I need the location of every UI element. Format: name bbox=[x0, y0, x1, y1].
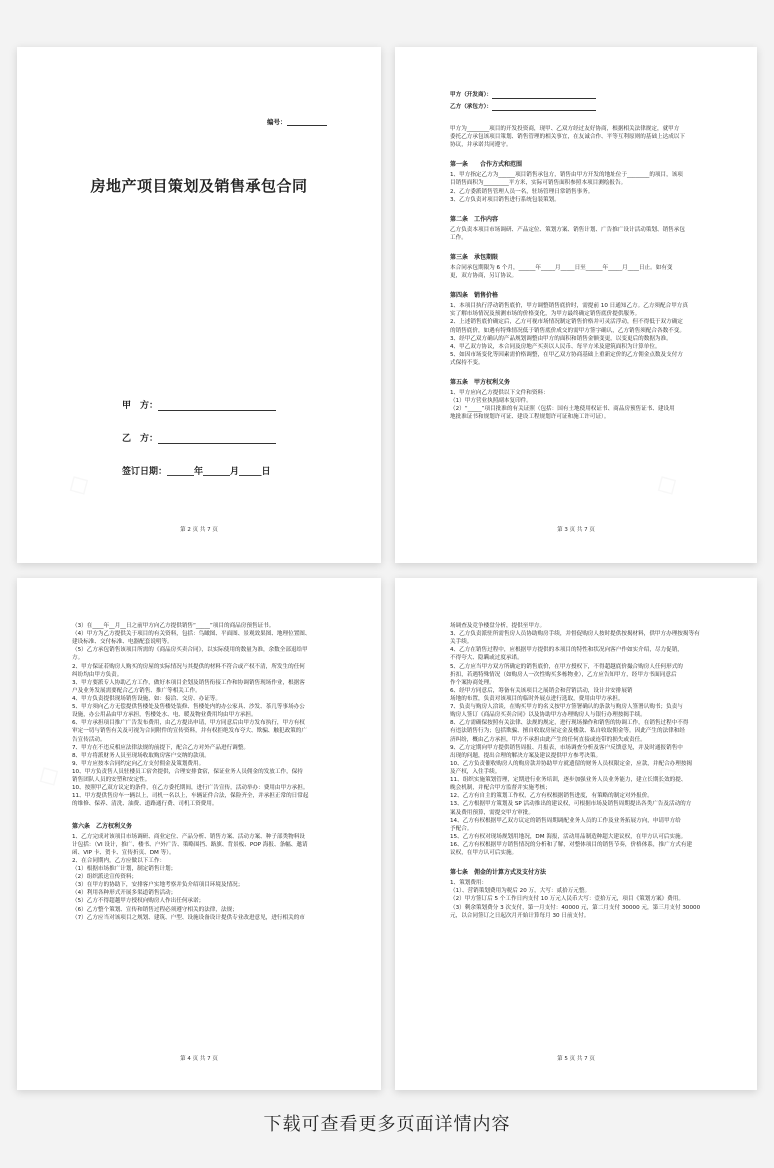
body-line: （2）组织派送宣传资料； bbox=[72, 874, 138, 881]
body-line: 10、按照甲乙双方议定的条件，在乙方委托期间，进行广告宣传，活动举办：费用由甲方承担。 bbox=[72, 785, 309, 792]
body-line: 11、组织实施策划管理，定期进行业务培训，逐步加强业务人员业务能力，建立长期长效的提、 bbox=[450, 777, 687, 784]
watermark bbox=[648, 464, 683, 503]
section-title: 第二条 工作内容 bbox=[450, 215, 499, 223]
page-footer: 第 5 页 共 7 页 bbox=[557, 1056, 595, 1062]
party-b-label: 乙 方： bbox=[122, 434, 159, 444]
body-line: （5）乙方承包销售该项目所需的《商品房买卖合同》，以实际使用的数量为准，余数全部退给甲 bbox=[72, 647, 308, 654]
body-line: 3、乙方负责派驻所需售房人员协助购房手续，并督促购房人按时提供按揭材料，供甲方办理按揭等有 bbox=[450, 631, 700, 638]
body-line: 折扣，若遇特殊情况（如购房人一次性购买多栋物业），乙方应告知甲方，经甲方书面同意后 bbox=[450, 671, 677, 678]
header-a bbox=[450, 91, 596, 99]
page-footer: 第 3 页 共 7 页 bbox=[557, 527, 595, 533]
body-line: 7、甲方在不违反相应法律法规的前提下，配合乙方对外产品进行调整。 bbox=[72, 744, 249, 751]
body-line: 2、甲方保证若购房人购买的房屋的实际情况与其提供的材料不符合或产权不清，所发生的任何 bbox=[72, 663, 305, 670]
page-contract-2 bbox=[395, 47, 757, 563]
page-contract-3 bbox=[17, 578, 381, 1090]
watermark bbox=[60, 464, 95, 503]
body-line: 9、乙方定期向甲方提供销售周报、月报表，市场调查分析及客户反馈意见，并及时通报销售中 bbox=[450, 744, 683, 751]
body-line: 2、在合同期内，乙方应做以下工作： bbox=[72, 857, 166, 864]
download-caption[interactable]: 下载可查看更多页面详情内容 bbox=[263, 1114, 511, 1135]
body-line: （2）“_____”项目批准的有关证照（包括：国有土地使用权证书、商品房预售证书、建设用 bbox=[450, 406, 675, 413]
header-a-label: 甲方（开发商）： bbox=[450, 92, 492, 98]
body-line: 13、乙方根据甲方策划及 SP 活动推出的建议权，可根据市场及销售周期提出各类广告及活动的方 bbox=[450, 801, 692, 808]
body-line: 11、甲方提供售房车一辆以上，司机一名以上，车辆证件合法，保险齐全，并承担正常的日常起 bbox=[72, 793, 309, 800]
body-line: （2）甲方签订后 5 个工作日内支付 10 万元人民币大写：壹拾万元，项目《策划方案》费用。 bbox=[450, 896, 684, 903]
body-line: 1、乙方完成对该项目市场调研、商业定位、产品分析、销售方案、活动方案、种子部类物料设 bbox=[72, 833, 305, 840]
body-line: 告宣传活动。 bbox=[72, 736, 106, 743]
page-contract-4 bbox=[395, 578, 757, 1090]
body-line: （1）、营销策划费用为税后 20 万，大写：贰拾万元整。 bbox=[450, 888, 591, 895]
body-line: 14、乙方有权根据甲乙双方议定的销售周期调配业务人员的工作及业务拓展方向，申请甲方给 bbox=[450, 817, 681, 824]
body-line: 议权，在甲方认可后实施。 bbox=[450, 850, 518, 857]
body-line: 实了解市场情况及预测市场的价格变化，为甲方最终确定销售底价提供服务。 bbox=[450, 311, 641, 318]
party-b-row bbox=[122, 431, 276, 444]
section-title: 第三条 承包期限 bbox=[450, 253, 499, 261]
body-line: 乙方负责本项目市场调研、产品定位、策划方案、销售计划、广告推广设计活动策划、销售承包 bbox=[450, 226, 685, 233]
body-line: （6）乙方整个策划、宣传和销售过程必须遵守相关的法律，法规； bbox=[72, 906, 238, 913]
body-line: （5）乙方不得超越甲方授权向购房人作出任何承诺； bbox=[72, 898, 205, 905]
body-line: 的销售底价，如遇有特殊情况低于销售底价成交的需甲方签字确认，乙方销售须配合各数不变。 bbox=[450, 327, 685, 334]
body-line: （3）剩余策划费分 3 次支付，第一月支付：40000 元，第二月支付 30000 元，第三月支付 30000 bbox=[450, 904, 701, 911]
contract-body bbox=[450, 125, 710, 422]
section-title: 第六条 乙方权利义务 bbox=[72, 822, 133, 830]
number-line bbox=[287, 117, 327, 126]
body-line: 关手续。 bbox=[450, 639, 473, 646]
body-line: 10、乙方负责催收购房人的购房款并协助甲方就遗留的财务人员权限定金，应款，并配合办理按揭 bbox=[450, 760, 693, 767]
body-line: 作个案协商处理。 bbox=[450, 679, 495, 686]
body-line: 3、乙方负责对项目销售进行系统包装策划。 bbox=[450, 196, 560, 203]
body-line: 审定一切与销售有关及可视为合同附件的宣传资料，并有权拒绝发布夸大、欺骗、触犯政策的广 bbox=[72, 728, 307, 735]
body-line: 7、负责与购房人洽谈，在购买甲方的名义按甲方签署确认的条款与购房人签署认购书；负责与 bbox=[450, 704, 683, 711]
watermark bbox=[30, 755, 65, 794]
body-line: 工作。 bbox=[450, 234, 467, 241]
party-b-line bbox=[158, 433, 276, 444]
body-line: 元，以合同签订之日起次月开始计算每月 30 日前支付。 bbox=[450, 912, 590, 919]
body-line: 6、经甲方同意后，筹备有关该项目之展销会和营销活动，设计并安排展销 bbox=[450, 687, 633, 694]
body-line: 3、经甲乙双方确认的产品规划调整由甲方的面积和销售金额变更，以变更后的数据为准。 bbox=[450, 335, 672, 342]
body-line: 8、甲方将派财务人员至现场收取购房客户交纳的款项。 bbox=[72, 752, 210, 759]
body-line: 设施，办公用品由甲方承担，售楼处水、电、暖及物业费用均由甲方承担。 bbox=[72, 712, 257, 719]
body-line: 3、甲方要派专人协助乙方工作，做好本项目企划及销售衔接工作和协调销售现场作业，根据客 bbox=[72, 679, 305, 686]
body-line: 计包括：（VI 设计，推广、楼书、户外广告、策略围挡、路旗、背景板、POP 海报、条幅、邀请 bbox=[72, 841, 308, 848]
party-a-line bbox=[158, 400, 276, 411]
contract-body bbox=[72, 622, 344, 922]
section-title: 第一条 合作方式和范围 bbox=[450, 161, 523, 169]
body-line: （7）乙方应当对该项目之规划、建筑、户型、设施设备设计提供专业改进意见，进行相关的市 bbox=[72, 914, 305, 921]
body-line: 本合同承包期限为 6 个月，______年_____月_____日至______年_____月____日止。如有变 bbox=[450, 264, 673, 271]
body-line: 16、乙方有权根据甲方销售情况的分析和了解，对整体项目的销售节奏，价格体系，推广方式有建 bbox=[450, 841, 693, 848]
body-line: 15、乙方有权对现场规划用地况，DM 海报，活动用品制造种超大建议权，在甲方认可后实施。 bbox=[450, 833, 687, 840]
body-line: （3）在甲方的协助下，安排客户实地考察并负介绍项目环境及情况； bbox=[72, 882, 244, 889]
body-line: 场地的布置，负责对该项目的临时外展点进行选取，费用由甲方承担。 bbox=[450, 695, 624, 702]
body-line: （4）利用各种形式开展多渠道销售活动； bbox=[72, 890, 177, 897]
body-line: 1、甲方指定乙方为______项目销售承包方，销售由甲方开发的地址位于________的项目，该项 bbox=[450, 172, 683, 179]
body-line: 1、本项目执行浮动销售底价，甲方调整销售底价时，需提前 10 日通知乙方。乙方须配合甲方真 bbox=[450, 303, 688, 310]
body-line: 4、甲乙双方协议，本合同及房地产买卖以人民币、每平方米及建筑面积为计算单位。 bbox=[450, 343, 661, 350]
body-line: 4、甲方负责提供现场销售设施，如：接洽、交房、办证等。 bbox=[72, 695, 221, 702]
body-line: 不得夸大、隐瞒或过度承诺。 bbox=[450, 655, 523, 662]
body-line: 12、乙方有自主的策划工作权，乙方有权根据销售进度，有策略的制定对外报价。 bbox=[450, 793, 653, 800]
number-row bbox=[267, 117, 327, 126]
body-line: 目销售面积为_________平方米，实际可销售面积参照本项目测绘报告。 bbox=[450, 180, 627, 187]
page-footer: 第 4 页 共 7 页 bbox=[180, 1056, 218, 1062]
body-line: （4）甲方为乙方提供关于项目的有关资料，包括：鸟瞰图、平面图、景观效果图、地理位置图、 bbox=[72, 631, 311, 638]
header-b-label: 乙方（承包方）： bbox=[450, 104, 492, 110]
body-line: 6、甲方承担项目推广广告发布费用，由乙方提出申请，甲方同意后由甲方发布执行，甲方有权 bbox=[72, 720, 305, 727]
body-line: 及产权，入住手续。 bbox=[450, 768, 501, 775]
body-line: 1、甲方应向乙方提供以下文件和资料： bbox=[450, 390, 549, 397]
body-line: 的维修、保养、清洗、油费、道路通行费、司机工资费用。 bbox=[72, 801, 218, 808]
body-line: 甲方为________项目的开发投资商，现甲、乙双方经过友好协商，根据相关法律规定，就甲方 bbox=[450, 126, 680, 132]
body-line: 案及费用预算，需提交甲方审批。 bbox=[450, 809, 534, 816]
body-line: 8、乙方需确保按照有关法律、法规的规定，进行现场操作和销售的协调工作，在销售过程中不得 bbox=[450, 720, 689, 727]
body-line: 协议，并承诺共同遵守。 bbox=[450, 142, 512, 149]
body-line: 4、乙方在销售过程中，应根据甲方提供的本项目的特性和状况向客户作如实介绍，尽力促销， bbox=[450, 647, 683, 654]
body-line: 函、VIP 卡、贺卡、宣传折页、DM 等）。 bbox=[72, 849, 175, 856]
page-cover bbox=[17, 47, 381, 563]
body-line: （1）甲方营业执照副本复印件。 bbox=[450, 398, 532, 405]
body-line: 有违法销售行为；包括欺骗、擅自收取房屋定金及楼款、私自收取佣金等。因此产生的法律和经 bbox=[450, 728, 685, 735]
sign-date: 签订日期：______年______月_____日 bbox=[122, 467, 271, 477]
body-line: （1）根据市场推广计划，制定销售计划； bbox=[72, 865, 177, 872]
section-title: 第七条 佣金的计算方式及支付方法 bbox=[450, 869, 547, 877]
body-line: 式保持不变。 bbox=[450, 359, 484, 366]
body-line: 9、甲方应按本合同约定向乙方支付佣金及策划费用。 bbox=[72, 760, 205, 767]
header-a-line bbox=[492, 92, 596, 99]
body-line: 5、甲方须向乙方无偿提供售楼处及售楼处装修、售楼处内的办公家具、沙发、茶几等事场办公 bbox=[72, 704, 305, 711]
body-line: 1、策划费用： bbox=[450, 880, 488, 887]
body-line: 销售团队人员的安塑和安定性。 bbox=[72, 777, 151, 784]
body-line: 予配合。 bbox=[450, 825, 473, 832]
body-line: 济纠纷，概由乙方承担，甲方不承担由此产生的任何直接或连带的损失或责任。 bbox=[450, 736, 646, 743]
body-line: 5、如因市场变化等因素需价格调整，在甲乙双方协商基础上重新定价的乙方佣金点数及支付方 bbox=[450, 351, 683, 358]
party-a-row bbox=[122, 398, 276, 411]
body-line: 出现的问题，提出合理的解决方案及建议提供甲方参考决策。 bbox=[450, 752, 602, 759]
section-title: 第五条 甲方权利义务 bbox=[450, 379, 511, 387]
body-line: 2、上述销售底价确定后，乙方可视市场情况制定销售价格并可灵活浮动，但不得低于双方确定 bbox=[450, 319, 683, 326]
contract-body bbox=[450, 622, 722, 920]
body-line: 建设标准、交付标准、电器配套说明等。 bbox=[72, 639, 173, 646]
body-line: 户及业务发展需要配合乙方销售、推广等相关工作。 bbox=[72, 687, 201, 694]
contract-title: 房地产项目策划及销售承包合同 bbox=[90, 177, 308, 195]
header-b-line bbox=[492, 104, 596, 111]
body-line: 委托乙方承包该项目策划、销售管理的相关事宜，在友诚合作、平等互利原则的基础上达成以下 bbox=[450, 134, 685, 141]
body-line: （3）在____年__月__日之前甲方向乙方提供销售“_____”项目的商品房预售证书。 bbox=[72, 623, 275, 629]
body-line: 10、甲方负责售人员驻楼员工宿舍提供，合理安排食宿，保证业务人员佣金的发放工作，保持 bbox=[72, 768, 303, 775]
party-a-label: 甲 方： bbox=[122, 401, 159, 411]
body-line: 5、乙方应当甲方双方所确定的销售底价，在甲方授权下，不得超越底价撮合购房人任何形式的 bbox=[450, 663, 683, 670]
body-line: 晚会机制，并配合甲方监督并实施考核； bbox=[450, 785, 551, 792]
body-line: 方。 bbox=[72, 655, 84, 662]
body-line: 2、乙方委派销售管理人员一名，驻场管理日常销售事务。 bbox=[450, 188, 594, 195]
body-line: 更，双方协商，另订协议。 bbox=[450, 273, 518, 280]
body-line: 场调查及竞争楼盘分析，提供至甲方。 bbox=[450, 623, 546, 629]
body-line: 购房人签订《商品房买卖合同》以及协助甲方办理购房人与银行办理按揭手续。 bbox=[450, 712, 646, 719]
header-b bbox=[450, 103, 596, 111]
section-title: 第四条 销售价格 bbox=[450, 292, 499, 300]
number-label: 编号： bbox=[267, 118, 287, 126]
body-line: 纠纷均由甲方负责。 bbox=[72, 671, 123, 678]
body-line: 地批准证书和规划许可证、建设工程规划许可证和施工许可证）。 bbox=[450, 414, 610, 421]
page-footer: 第 2 页 共 7 页 bbox=[180, 527, 218, 533]
